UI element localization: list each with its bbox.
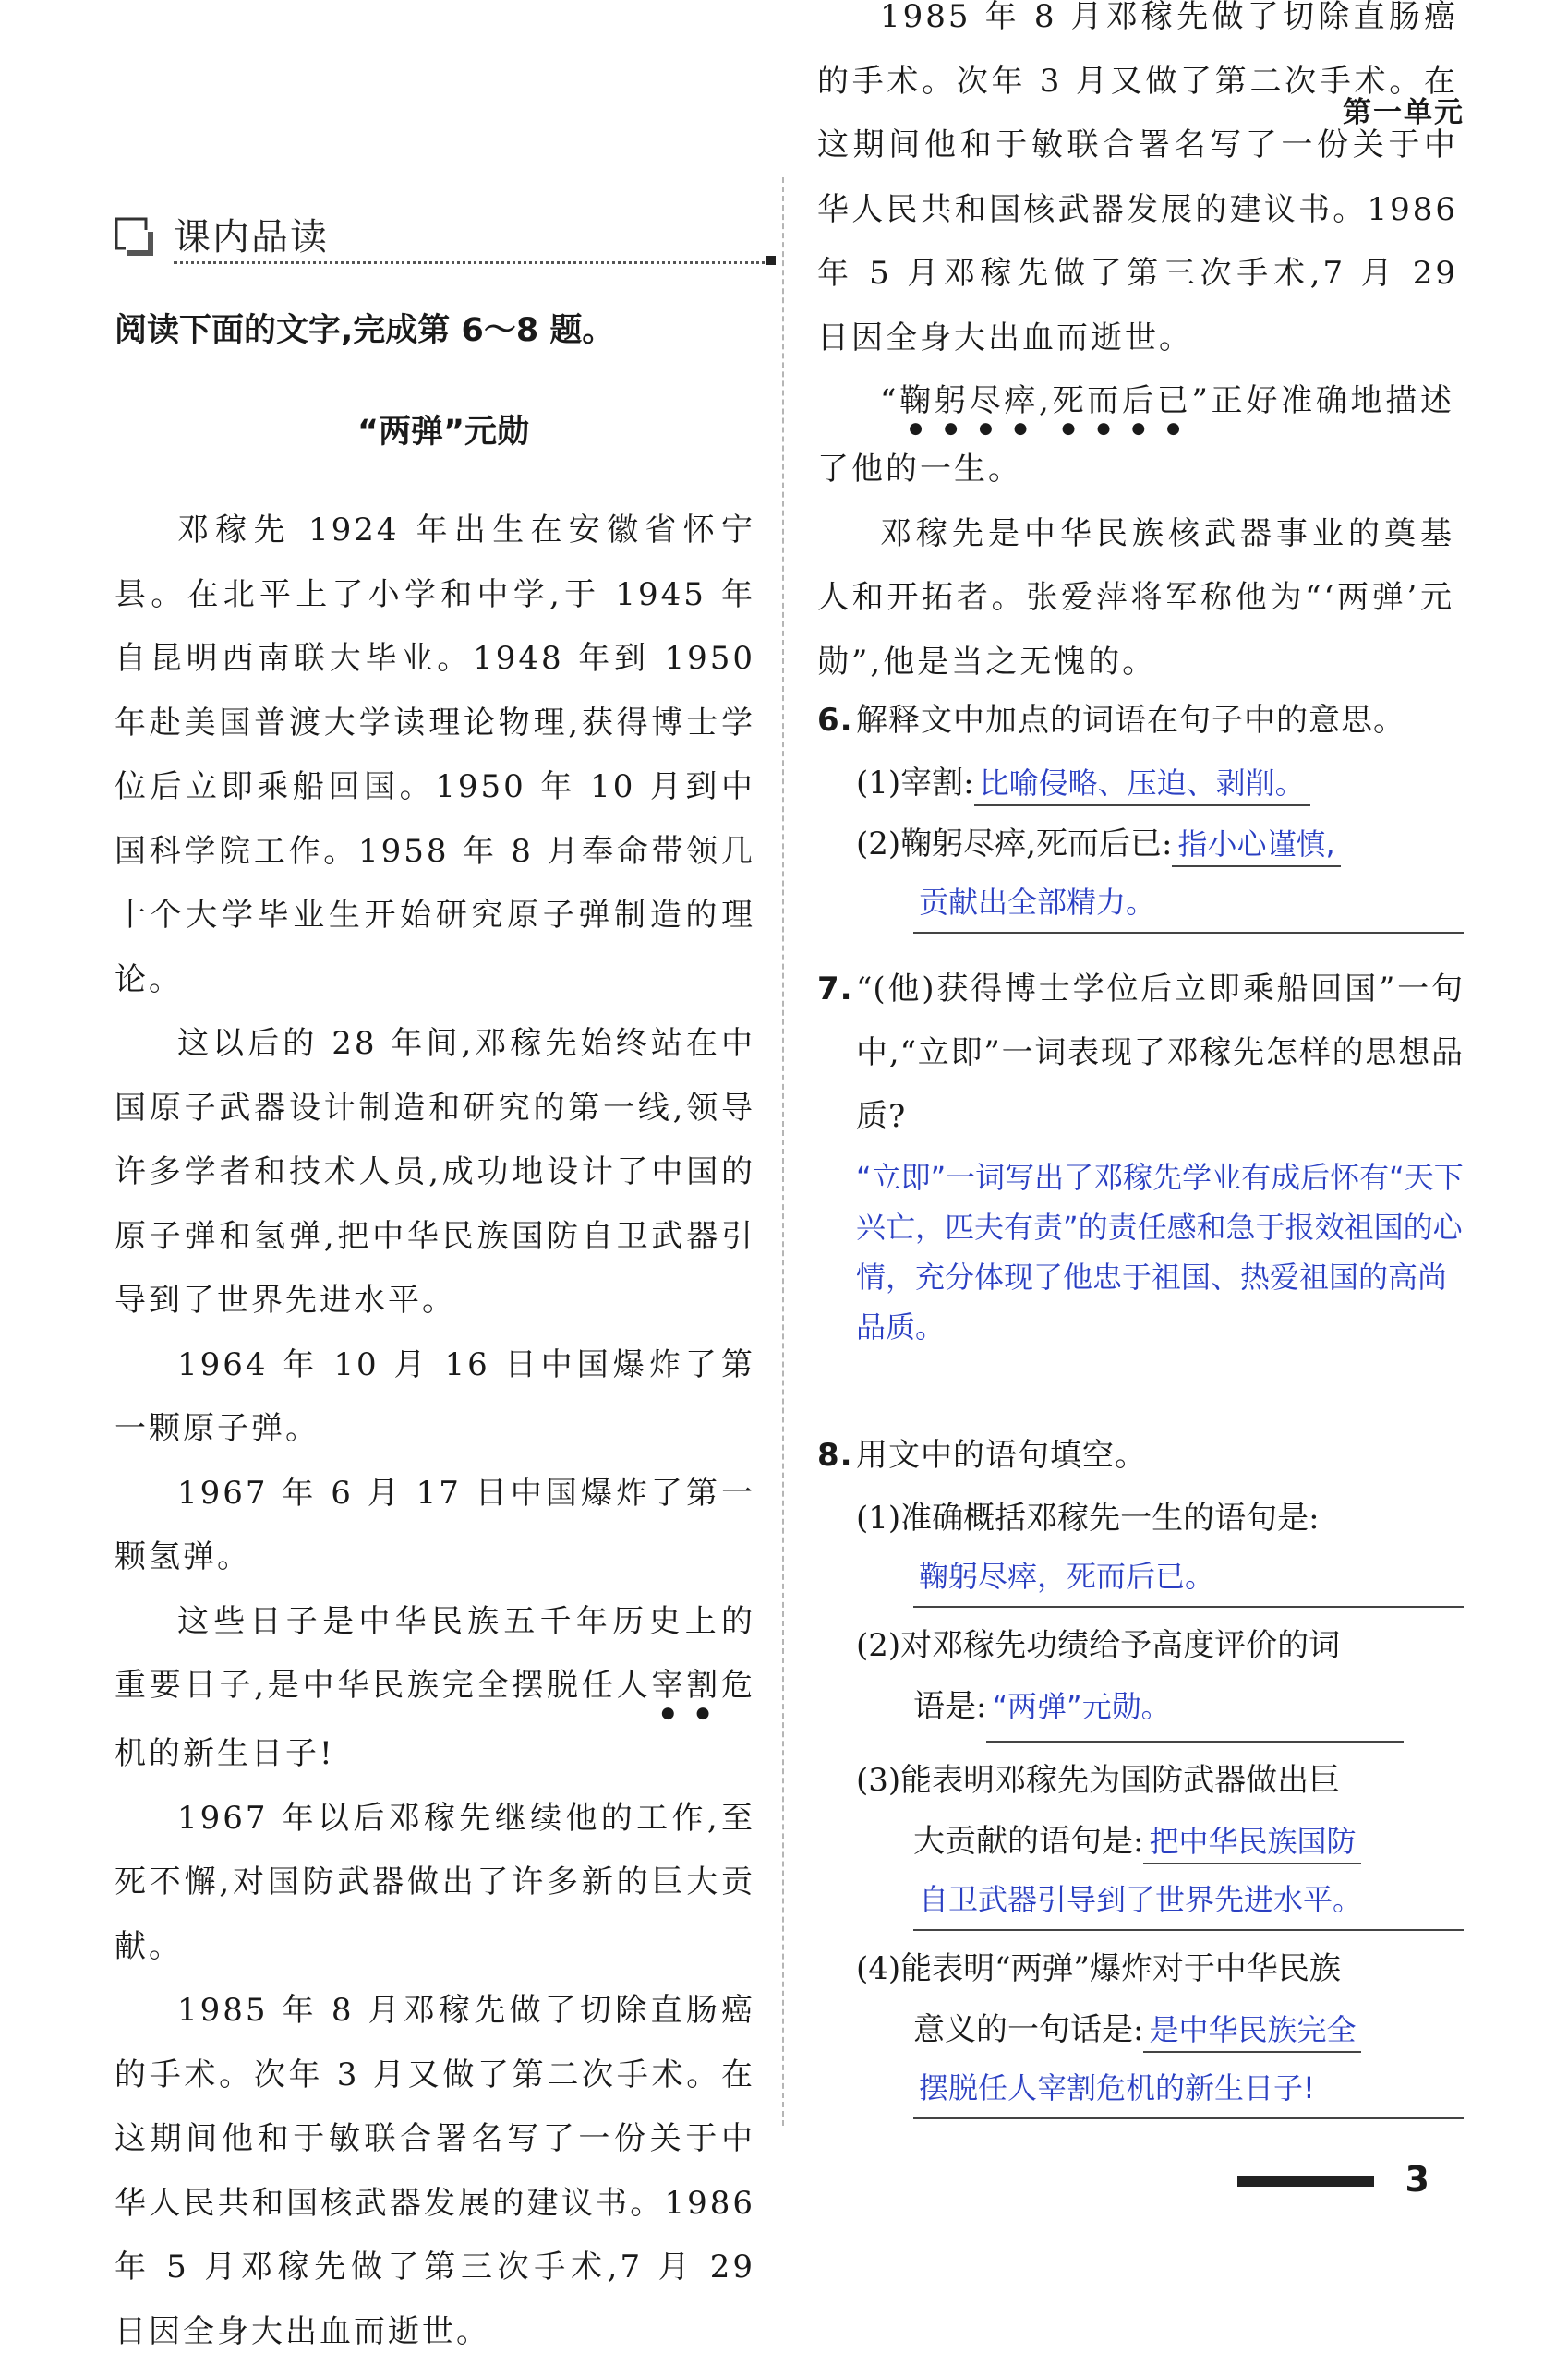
passage-title: “两弹”元勋 [356, 414, 529, 451]
p8-before: “ [880, 382, 899, 419]
p5-after: 危机的新生日子! [115, 1667, 755, 1772]
section-title: 课内品读 [174, 216, 329, 259]
q8-sub-3-answer-b: 自卫武器引导到了世界先进水平。 [913, 1872, 1464, 1931]
q8-sub-1 [817, 1488, 1464, 1608]
dotted-phrase-jugong: 鞠躬尽瘁,死而后已 [899, 382, 1192, 419]
q8-sub-3-label-b: 大贡献的语句是: [913, 1823, 1144, 1860]
q8-sub-3-line [856, 1811, 1464, 1872]
question-6 [817, 689, 1464, 753]
instruction: 阅读下面的文字,完成第 6～8 题。 [115, 312, 615, 349]
q6-sub-2-label: (2)鞠躬尽瘁,死而后已: [856, 826, 1173, 862]
q8-sub-2-line [856, 1676, 1464, 1743]
page-number-bar [1237, 2176, 1374, 2187]
q8-sub-4 [817, 1938, 1464, 2119]
column-divider [782, 177, 784, 2126]
q8-sub-2-answer: “两弹”元勋。 [986, 1676, 1404, 1743]
passage-paragraph-1: 邓稼先 1924 年出生在安徽省怀宁县。在北平上了小学和中学,于 1945 年自昆明西南联大毕业。1948 年到 1950 年赴美国普渡大学读理论物理,获得博士学位后立即乘船回国。1950 年 10 月到中国科学院工作。1958 年 8 月奉命带领几十个大学毕业生开始研究原子弹制造的理论。 [115, 512, 755, 998]
q8-sub-4-line [856, 1999, 1464, 2060]
q6-sub-1-label: (1)宰割: [856, 765, 974, 802]
question-7 [817, 958, 1464, 1149]
question-6-stem: 解释文中加点的词语在句子中的意思。 [856, 702, 1405, 739]
q8-sub-3-label-a: (3)能表明邓稼先为国防武器做出巨 [856, 1762, 1341, 1799]
passage-paragraph-6: 1967 年以后邓稼先继续他的工作,至死不懈,对国防武器做出了许多新的巨大贡献。 [115, 1799, 755, 1965]
question-8 [817, 1424, 1464, 1488]
section-rule-end [766, 256, 776, 265]
question-7-number: 7. [817, 971, 853, 1007]
passage-left-column [115, 499, 755, 2350]
q6-sub-2-answer-a: 指小心谨慎, [1172, 826, 1340, 867]
section-box-icon [115, 217, 155, 258]
q6-sub-2-answer-b: 贡献出全部精力。 [913, 874, 1464, 934]
q6-sub-1 [817, 753, 1464, 814]
passage-paragraph-7-cont: 1985 年 8 月邓稼先做了切除直肠癌的手术。次年 3 月又做了第二次手术。在这期间他和于敏联合署名写了一份关于中华人民共和国核武器发展的建议书。1986 年 5 月邓稼先做了第三次手术,7 月 29 日因全身大出血而逝世。 [817, 0, 1458, 356]
question-6-number: 6. [817, 702, 853, 739]
questions [817, 689, 1464, 2119]
passage-paragraph-7-start: 1985 年 8 月邓稼先做了切除直肠癌的手术。次年 3 月又做了第二次手术。在这期间他和于敏联合署名写了一份关于中华人民共和国核武器发展的建议书。1986 年 5 月邓稼先做了第三次手术,7 月 29 日因全身大出血而逝世。 [115, 1992, 755, 2350]
q8-sub-4-answer-a: 是中华民族完全 [1143, 2012, 1361, 2053]
question-8-stem: 用文中的语句填空。 [856, 1437, 1147, 1474]
q8-sub-1-label: (1)准确概括邓稼先一生的语句是: [856, 1500, 1320, 1537]
unit-label: 第一单元 [1343, 96, 1465, 129]
section-header [115, 208, 772, 263]
q6-sub-1-answer: 比喻侵略、压迫、剥削。 [974, 766, 1310, 806]
passage-paragraph-4: 1967 年 6 月 17 日中国爆炸了第一颗氢弹。 [115, 1474, 755, 1575]
section-dotted-rule [174, 261, 772, 264]
q6-sub-2 [817, 814, 1464, 934]
p8-after: ”正好准确地描述了他的一生。 [817, 382, 1454, 488]
q8-sub-2-label-a: (2)对邓稼先功绩给予高度评价的词 [856, 1627, 1341, 1664]
q8-sub-3 [817, 1750, 1464, 1931]
p5-before: 这些日子是中华民族五千年历史上的重要日子,是中华民族完全摆脱任人 [115, 1602, 755, 1704]
q8-sub-4-label-a: (4)能表明“两弹”爆炸对于中华民族 [856, 1950, 1341, 1987]
question-7-stem: “(他)获得博士学位后立即乘船回国”一句中,“立即”一词表现了邓稼先怎样的思想品质? [856, 971, 1464, 1135]
question-8-number: 8. [817, 1437, 853, 1474]
q8-sub-4-label-b: 意义的一句话是: [913, 2011, 1144, 2048]
passage-paragraph-3: 1964 年 10 月 16 日中国爆炸了第一颗原子弹。 [115, 1345, 755, 1447]
passage-paragraph-8 [817, 369, 1454, 502]
q8-sub-4-answer-b: 摆脱任人宰割危机的新生日子! [913, 2060, 1464, 2119]
question-7-answer: “立即”一词写出了邓稼先学业有成后怀有“天下兴亡，匹夫有责”的责任感和急于报效祖国的心情，充分体现了他忠于祖国、热爱祖国的高尚品质。 [856, 1160, 1464, 1345]
q8-sub-1-answer: 鞠躬尽瘁，死而后已。 [913, 1549, 1464, 1608]
passage-paragraph-9: 邓稼先是中华民族核武器事业的奠基人和开拓者。张爱萍将军称他为“‘两弹’元勋”,他是当之无愧的。 [817, 514, 1454, 681]
q8-sub-2 [817, 1615, 1464, 1743]
q8-sub-3-answer-a: 把中华民族国防 [1143, 1824, 1361, 1864]
q8-sub-2-label-b: 语是: [913, 1688, 987, 1725]
dotted-word-zaige: 宰割 [651, 1667, 721, 1704]
passage-paragraph-2: 这以后的 28 年间,邓稼先始终站在中国原子武器设计制造和研究的第一线,领导许多学者和技术人员,成功地设计了中国的原子弹和氢弹,把中华民族国防自卫武器引导到了世界先进水平。 [115, 1025, 755, 1319]
passage-paragraph-5 [115, 1590, 755, 1787]
page-number: 3 [1405, 2159, 1429, 2200]
